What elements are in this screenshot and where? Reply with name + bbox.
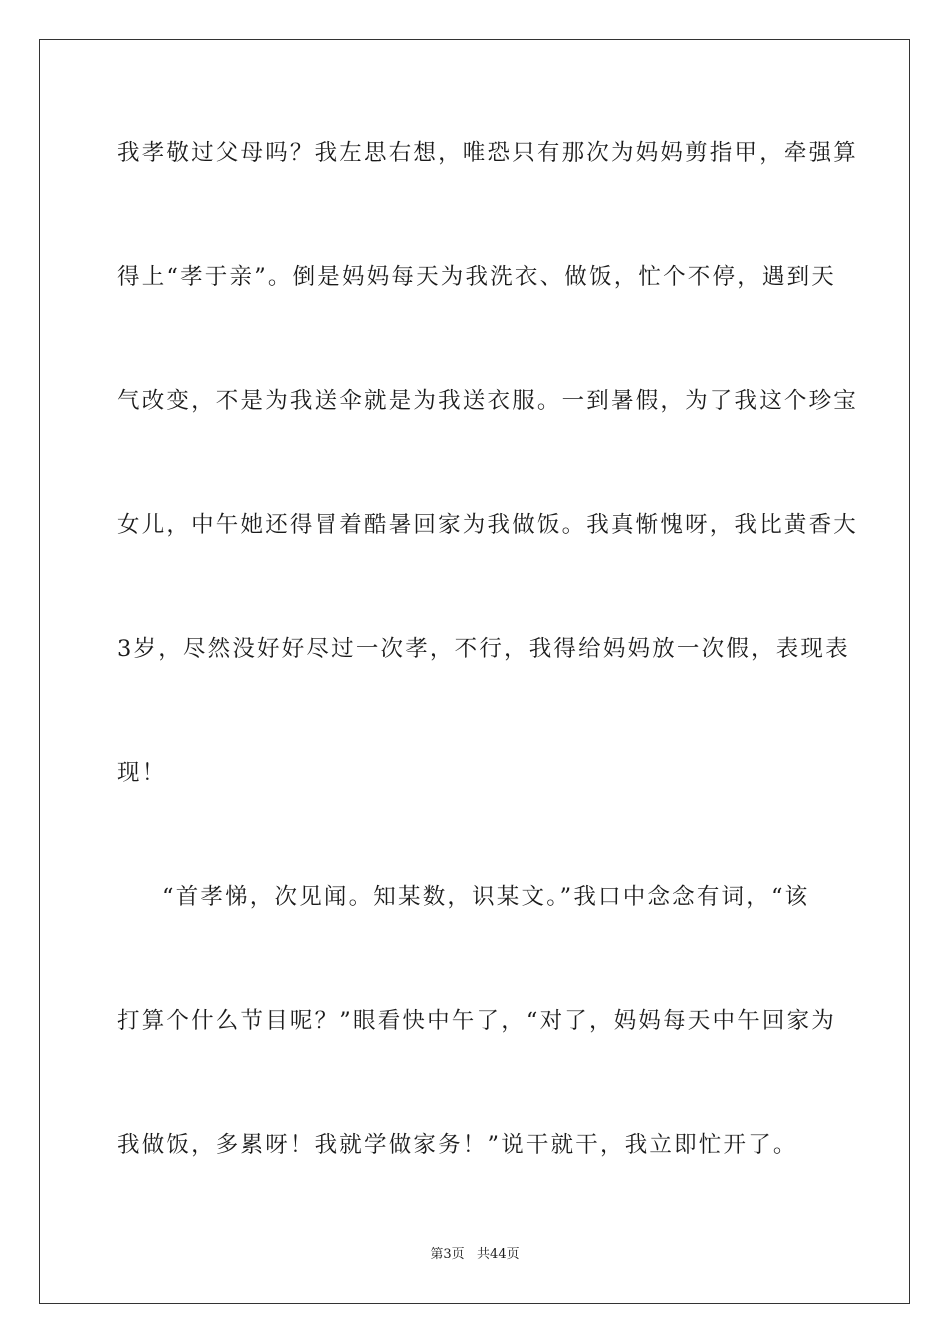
page-number-footer: 第3页 共44页: [430, 1247, 520, 1262]
page-border: [39, 39, 910, 1304]
text-line-2: 得上“孝于亲”。倒是妈妈每天为我洗衣、做饭，忙个不停，遇到天: [117, 264, 837, 290]
text-line-7: “首孝悌，次见闻。知某数，识某文。”我口中念念有词，“该: [162, 884, 810, 910]
text-line-1: 我孝敬过父母吗？我左思右想，唯恐只有那次为妈妈剪指甲，牵强算: [117, 140, 859, 166]
text-line-4: 女儿，中午她还得冒着酷暑回家为我做饭。我真惭愧呀，我比黄香大: [117, 512, 859, 538]
text-line-3: 气改变，不是为我送伞就是为我送衣服。一到暑假，为了我这个珍宝: [117, 388, 859, 414]
text-line-5: 3岁，尽然没好好尽过一次孝，不行，我得给妈妈放一次假，表现表: [117, 636, 850, 662]
text-line-6: 现！: [117, 760, 167, 786]
text-line-9: 我做饭，多累呀！我就学做家务！”说干就干，我立即忙开了。: [117, 1132, 798, 1158]
text-line-8: 打算个什么节目呢？”眼看快中午了，“对了，妈妈每天中午回家为: [117, 1008, 837, 1034]
